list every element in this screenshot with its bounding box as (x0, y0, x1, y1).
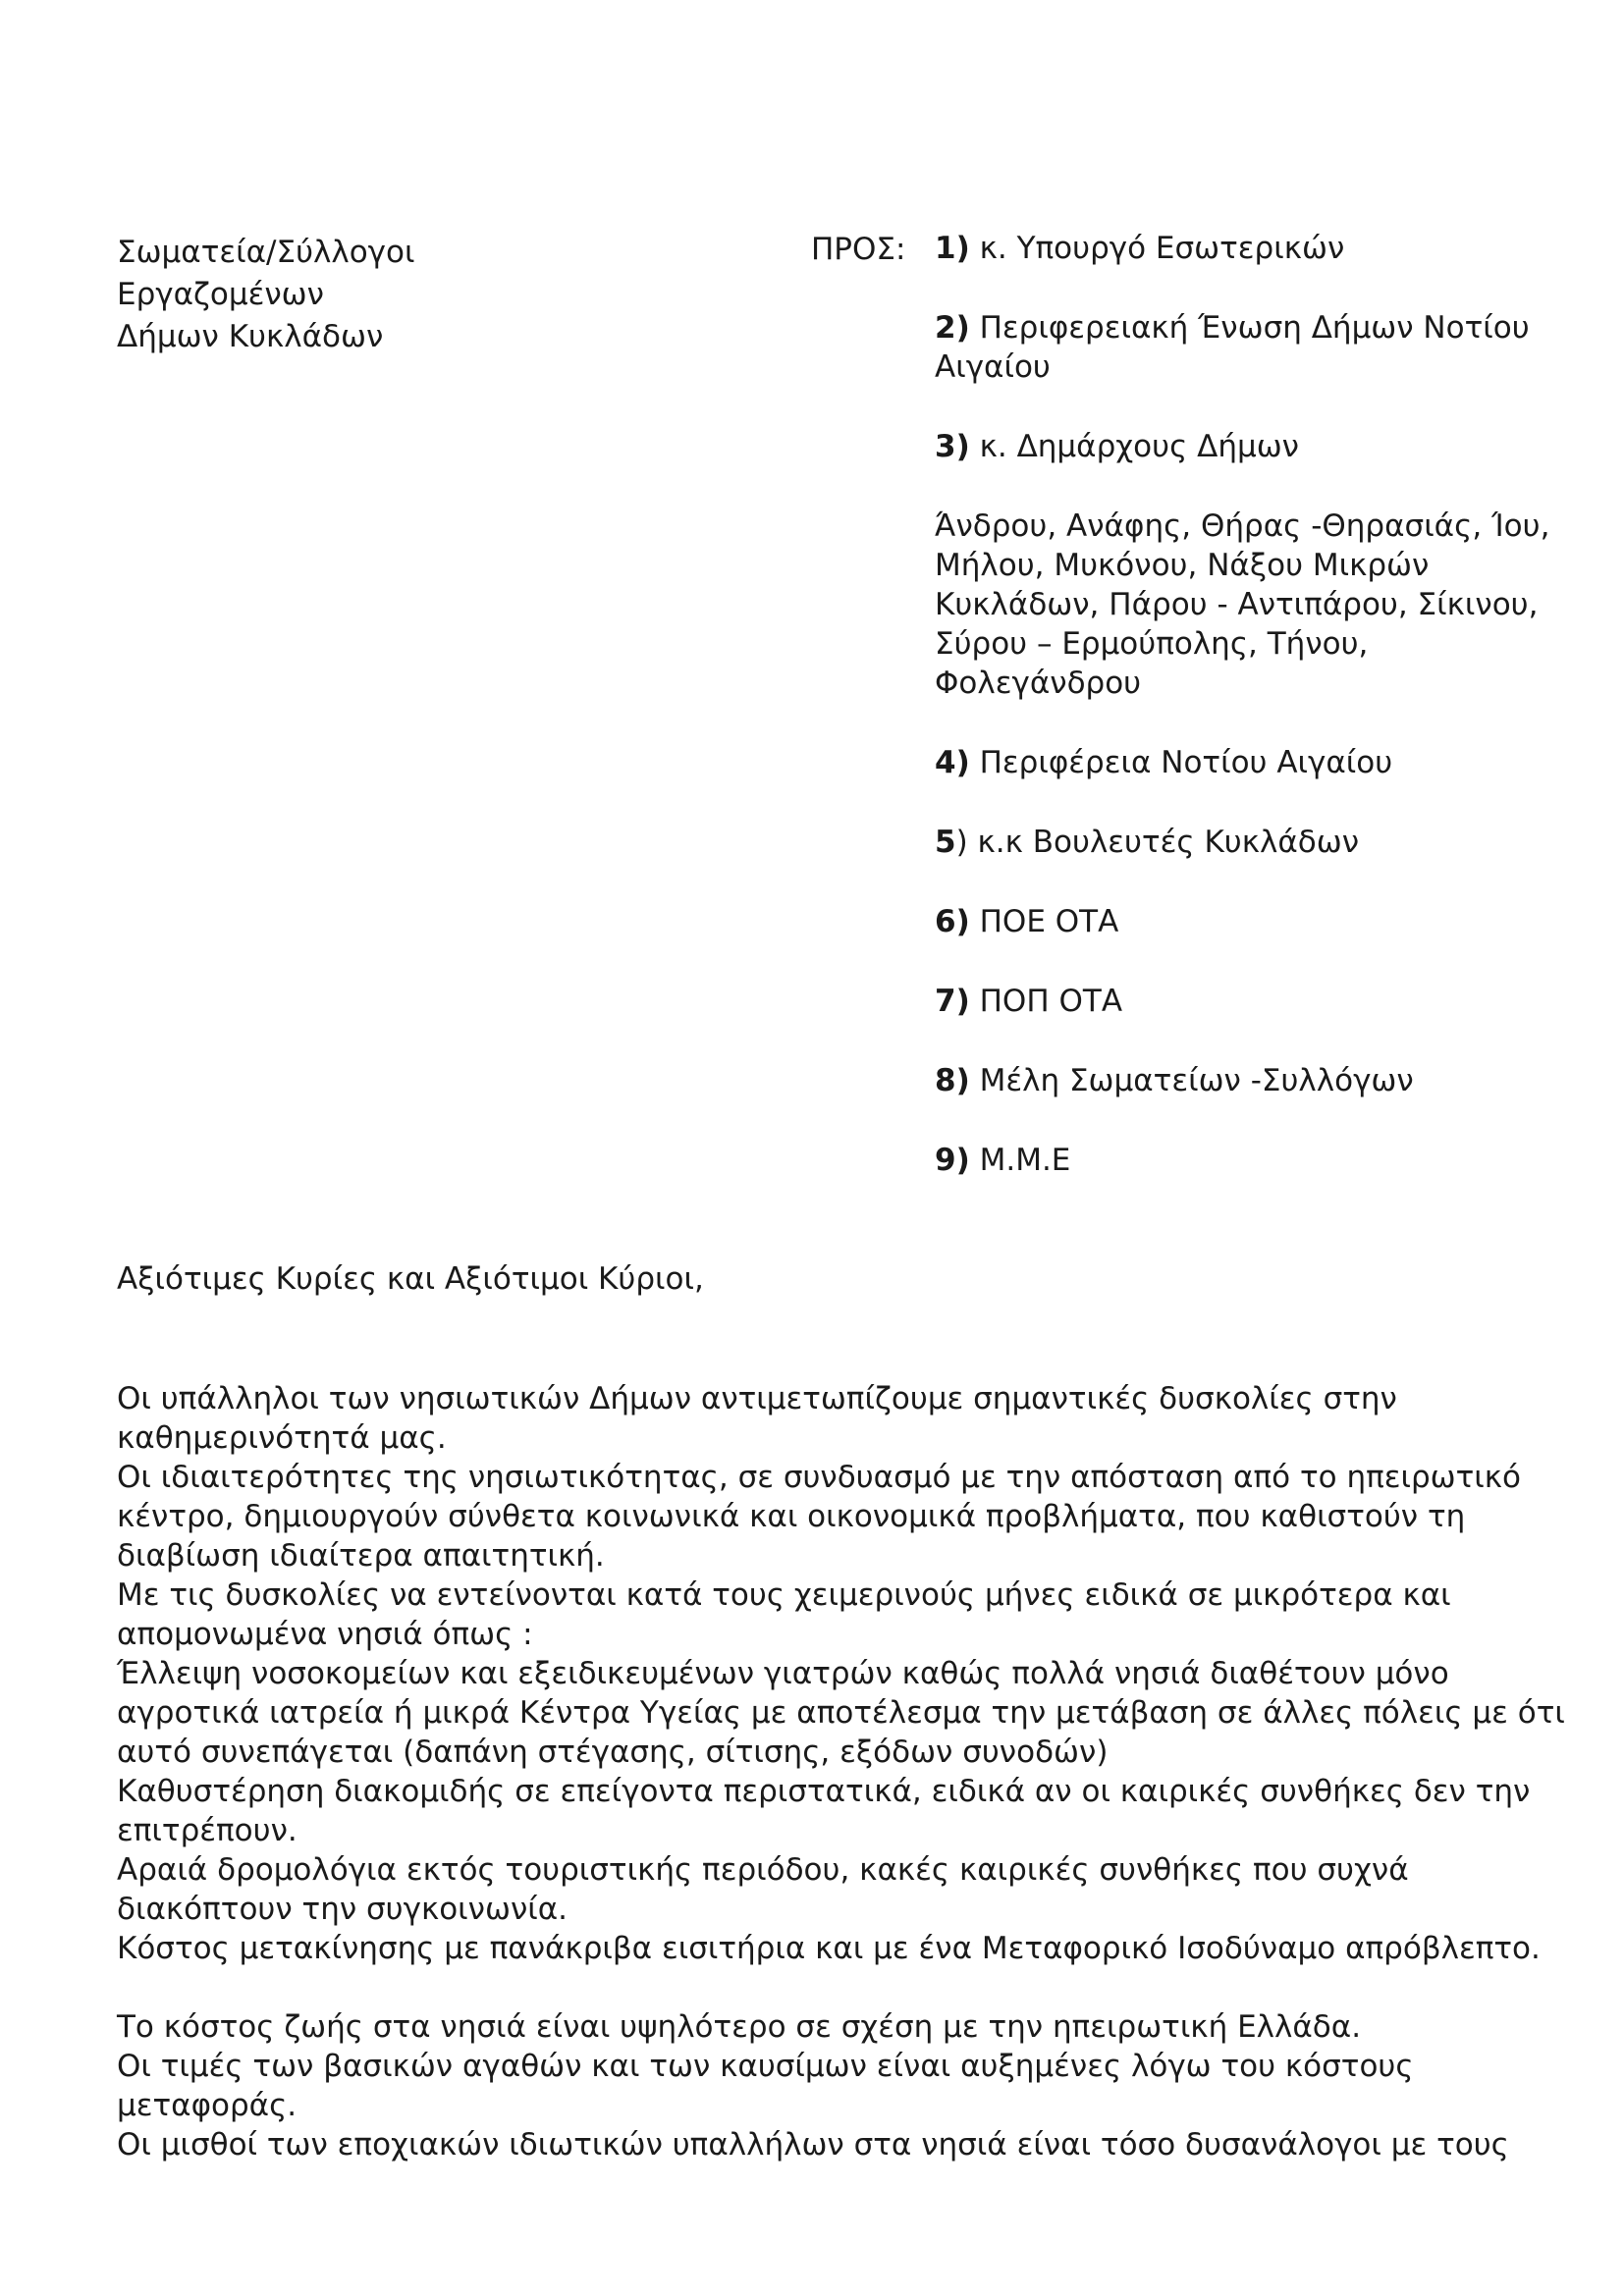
recipient-item: 7) ΠΟΠ ΟΤΑ (935, 984, 1123, 1019)
to-label: ΠΡΟΣ: (811, 232, 906, 267)
body-paragraph: Οι ιδιαιτερότητες της νησιωτικότητας, σε συνδυασμό με την απόσταση από το ηπειρωτικό κέντρο, δημιουργούν σύνθετα κοινωνικά και οικονομικά προβλήματα, που καθιστούν τη διαβίωση ιδιαίτερα απαιτητική. (117, 1460, 1522, 1574)
recipient-item: 6) ΠΟΕ ΟΤΑ (935, 904, 1119, 939)
recipient-item: 2) Περιφερειακή Ένωση Δήμων Νοτίου Αιγαίου (935, 310, 1530, 385)
body-paragraph: Καθυστέρηση διακομιδής σε επείγοντα περιστατικά, ειδικά αν οι καιρικές συνθήκες δεν την επιτρέπουν. (117, 1774, 1531, 1848)
body-paragraph: Το κόστος ζωής στα νησιά είναι υψηλότερο σε σχέση με την ηπειρωτική Ελλάδα. (117, 2009, 1362, 2045)
recipient-item: 5) κ.κ Βουλευτές Κυκλάδων (935, 825, 1360, 860)
body-paragraph: Οι υπάλληλοι των νησιωτικών Δήμων αντιμετωπίζουμε σημαντικές δυσκολίες στην καθημερινότητά μας. (117, 1381, 1397, 1456)
body-paragraph: Οι μισθοί των εποχιακών ιδιωτικών υπαλλήλων στα νησιά είναι τόσο δυσανάλογοι με τους (117, 2127, 1509, 2163)
body-paragraph: Κόστος μετακίνησης με πανάκριβα εισιτήρια και με ένα Μεταφορικό Ισοδύναμο απρόβλεπτο. (117, 1931, 1541, 1966)
sender-line: Εργαζομένων (117, 277, 324, 312)
body-paragraph: Έλλειψη νοσοκομείων και εξειδικευμένων γιατρών καθώς πολλά νησιά διαθέτουν μόνο αγροτικά ιατρεία ή μικρά Κέντρα Υγείας με αποτέλεσμα την μετάβαση σε άλλες πόλεις με ότι αυτό συνεπάγεται (δαπάνη στέγασης, σίτισης, εξόδων συνοδών) (117, 1656, 1565, 1770)
letter-body (117, 1379, 1570, 2164)
recipient-item: 4) Περιφέρεια Νοτίου Αιγαίου (935, 745, 1393, 780)
recipient-item: 9) Μ.Μ.Ε (935, 1143, 1071, 1178)
sender-block (117, 232, 414, 358)
recipient-item: 3) κ. Δημάρχους Δήμων (935, 429, 1299, 464)
recipient-municipalities: Άνδρου, Ανάφης, Θήρας -Θηρασιάς, Ίου, Μήλου, Μυκόνου, Νάξου Μικρών Κυκλάδων, Πάρου - Αντιπάρου, Σίκινου, Σύρου – Ερμούπολης, Τήνου, Φολεγάνδρου (935, 508, 1550, 701)
sender-line: Δήμων Κυκλάδων (117, 319, 384, 354)
recipient-item: 8) Μέλη Σωματείων -Συλλόγων (935, 1063, 1414, 1098)
recipient-item: 1) κ. Υπουργό Εσωτερικών (935, 231, 1345, 266)
recipient-list (935, 229, 1563, 1220)
sender-line: Σωματεία/Σύλλογοι (117, 235, 415, 270)
body-paragraph: Οι τιμές των βασικών αγαθών και των καυσίμων είναι αυξημένες λόγω του κόστους μεταφοράς. (117, 2049, 1414, 2123)
body-paragraph: Αραιά δρομολόγια εκτός τουριστικής περιόδου, κακές καιρικές συνθήκες που συχνά διακόπτουν την συγκοινωνία. (117, 1852, 1409, 1927)
paragraph-gap (117, 1968, 1570, 2007)
body-paragraph: Με τις δυσκολίες να εντείνονται κατά τους χειμερινούς μήνες ειδικά σε μικρότερα και απομονωμένα νησιά όπως : (117, 1577, 1451, 1652)
greeting: Αξιότιμες Κυρίες και Αξιότιμοι Κύριοι, (117, 1261, 704, 1297)
